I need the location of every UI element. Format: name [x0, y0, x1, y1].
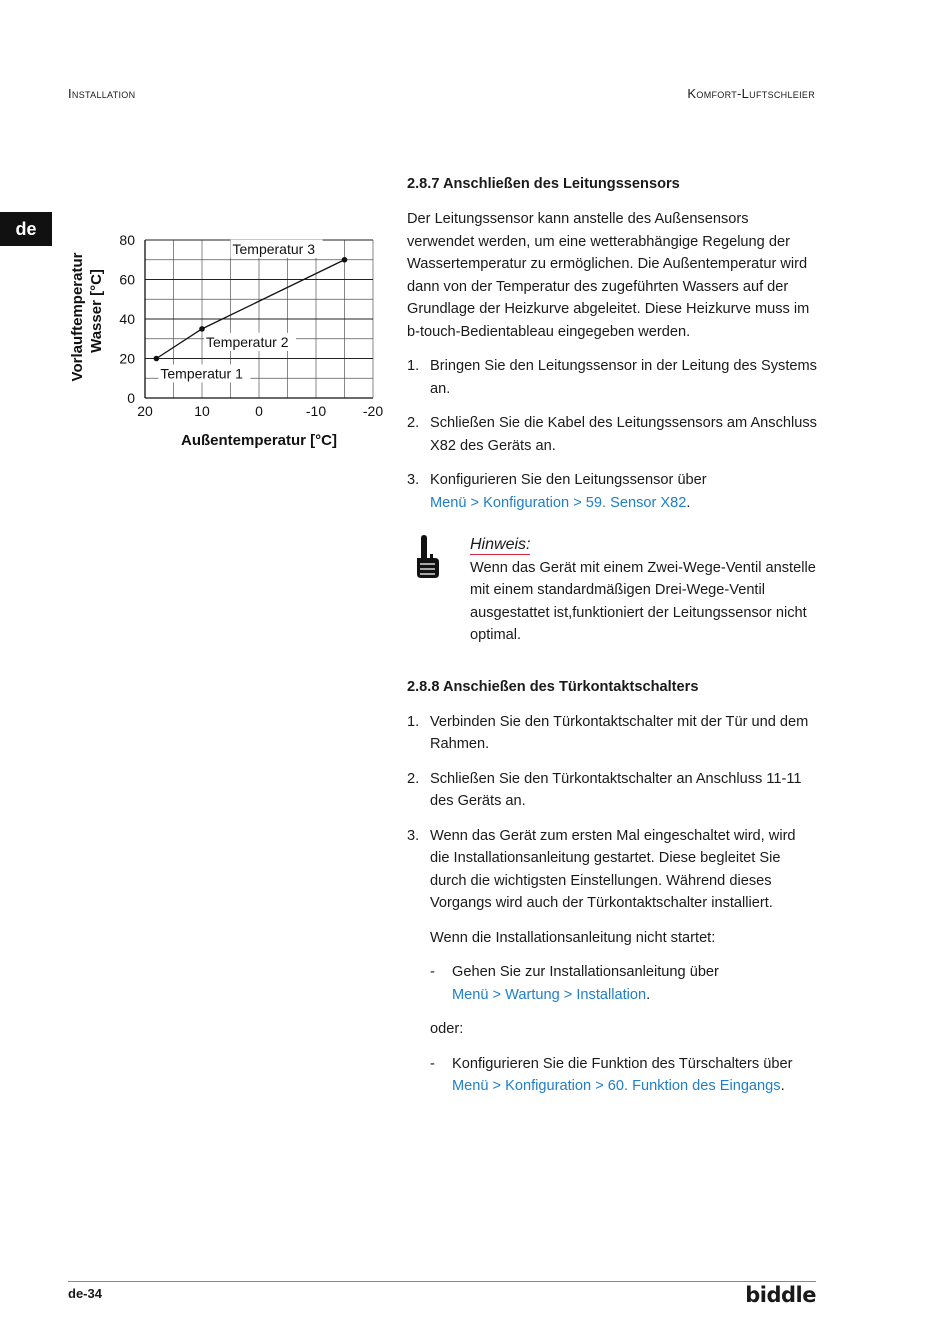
- point-label: Temperatur 3: [232, 240, 315, 257]
- step-text: Verbinden Sie den Türkontaktschalter mit der Tür und dem Rahmen.: [430, 713, 809, 752]
- point-label: Temperatur 1: [160, 365, 243, 382]
- note-body: Wenn das Gerät mit einem Zwei-Wege-Ventil anstelle mit einem standardmäßigen Drei-Wege-Ventil ausgestattet ist,funktioniert der Leitungssensor nicht optimal.: [470, 559, 816, 643]
- menu-path-link[interactable]: Menü > Konfiguration > 60. Funktion des Eingangs: [452, 1078, 781, 1094]
- list-item: [407, 1053, 817, 1098]
- y-axis-title-line2: Wasser [°C]: [88, 269, 105, 353]
- dash-text: Gehen Sie zur Installationsanleitung über: [452, 964, 719, 980]
- x-tick-label: -20: [362, 403, 384, 419]
- pointing-hand-icon: [413, 534, 441, 580]
- header-product-title: Komfort-Luftschleier: [687, 86, 815, 101]
- x-axis-title: Außentemperatur [°C]: [180, 432, 338, 449]
- data-point: [199, 326, 205, 332]
- fallback-intro: Wenn die Installationsanleitung nicht startet:: [430, 929, 716, 946]
- note-title: Hinweis:: [470, 536, 531, 553]
- y-tick-label: 0: [127, 390, 135, 406]
- x-tick-label: -10: [305, 403, 327, 419]
- step-number: 1.: [407, 713, 420, 730]
- list-item: [407, 412, 817, 457]
- section-title-door-switch: 2.8.8 Anschießen des Türkontaktschalters: [407, 678, 699, 695]
- step-number: 1.: [407, 358, 420, 374]
- dash-text: Konfigurieren Sie die Funktion des Türschalters über: [452, 1055, 793, 1072]
- page-number: de-34: [68, 1286, 102, 1301]
- step-text: Schließen Sie die Kabel des Leitungssensors am Anschluss X82 des Geräts an.: [430, 415, 817, 454]
- point-label: Temperatur 2: [206, 333, 289, 350]
- step-number: 2.: [407, 770, 420, 787]
- step-text: Konfigurieren Sie den Leitungssensor über: [430, 472, 707, 488]
- y-tick-label: 20: [119, 350, 135, 367]
- dash-end: .: [780, 1078, 785, 1094]
- list-item: [407, 355, 817, 400]
- list-item: [407, 469, 817, 514]
- section-intro: Der Leitungssensor kann anstelle des Außensensors verwendet werden, um eine wetterabhängige Regelung der Wassertemperatur zu ermöglichen. Die Außentemperatur wird dann von der Temperatur des zugeführten Wassers auf der Grundlage der Heizkurve abgeleitet. Diese Heizkurve muss im b-touch-Bedientableau eingegeben werden.: [407, 211, 810, 340]
- steps-list-line-sensor: [407, 355, 817, 514]
- step-end: .: [686, 494, 691, 511]
- data-point: [342, 257, 348, 263]
- main-column: [407, 174, 817, 1110]
- biddle-logo: biddle: [745, 1283, 816, 1307]
- heating-curve-chart: [60, 228, 390, 460]
- menu-path-link[interactable]: Menü > Konfiguration > 59. Sensor X82: [430, 494, 687, 511]
- data-point: [154, 356, 160, 362]
- y-tick-label: 60: [119, 271, 135, 288]
- step-text: Schließen Sie den Türkontaktschalter an Anschluss 11-11 des Geräts an.: [430, 770, 802, 809]
- or-text: oder:: [430, 1021, 464, 1037]
- note-box: [407, 534, 817, 647]
- step-number: 2.: [407, 415, 420, 431]
- section-title-line-sensor: 2.8.7 Anschließen des Leitungssensors: [407, 176, 680, 192]
- x-tick-label: 20: [137, 403, 153, 419]
- step-number: 3.: [407, 827, 420, 844]
- y-tick-label: 80: [119, 232, 135, 248]
- menu-path-link[interactable]: Menü > Wartung > Installation: [452, 986, 647, 1003]
- header-section-title: Installation: [68, 86, 136, 101]
- step-text: Bringen Sie den Leitungssensor in der Leitung des Systems an.: [430, 358, 817, 397]
- x-tick-label: 0: [255, 403, 263, 419]
- steps-list-door-switch: [407, 711, 817, 915]
- list-item: [407, 825, 817, 915]
- footer-divider: [68, 1281, 816, 1282]
- list-item: [407, 711, 817, 756]
- y-axis-title-line1: Vorlauftemperatur: [69, 252, 86, 382]
- language-tab: de: [0, 212, 52, 246]
- x-tick-label: 10: [194, 403, 210, 419]
- y-tick-label: 40: [119, 311, 135, 327]
- dash-bullet: -: [430, 964, 435, 980]
- step-text: Wenn das Gerät zum ersten Mal eingeschaltet wird, wird die Installationsanleitung gestartet. Diese begleitet Sie durch die wichtigsten Einstellungen. Während dieses Vorgangs wird auch der Türkontaktschalter installiert.: [430, 827, 796, 911]
- list-item: [407, 961, 817, 1006]
- dash-end: .: [646, 986, 651, 1003]
- list-item: [407, 768, 817, 813]
- dash-bullet: -: [430, 1055, 435, 1072]
- step-number: 3.: [407, 472, 420, 488]
